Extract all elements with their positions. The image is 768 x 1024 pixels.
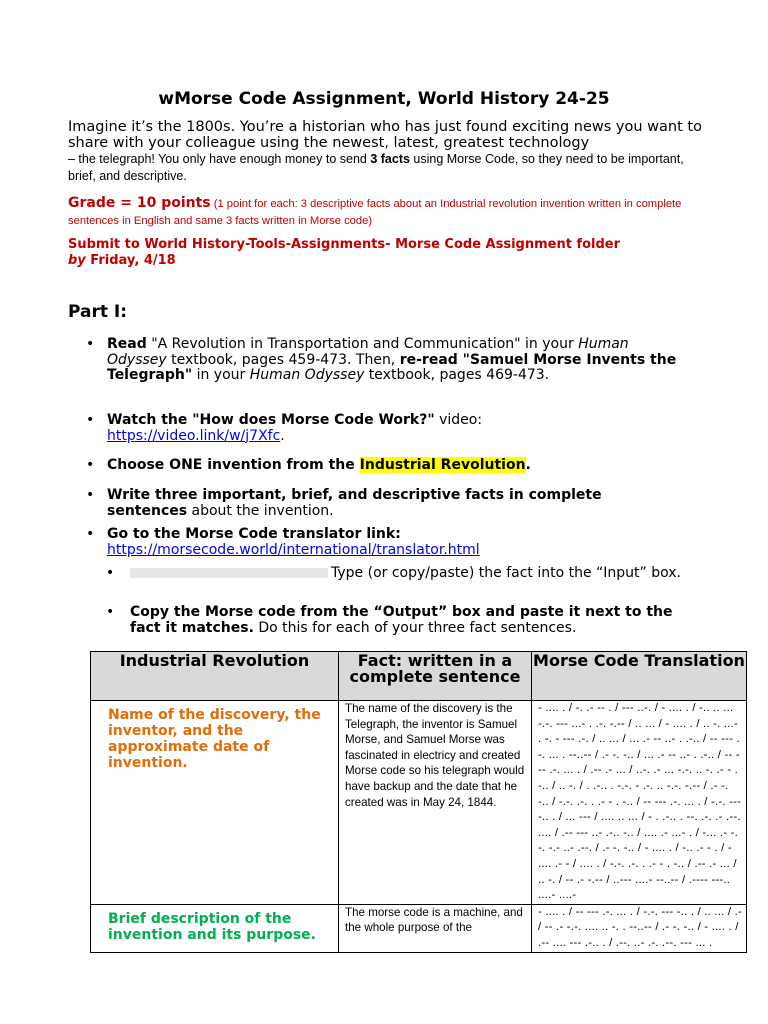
grade-info: [68, 195, 708, 229]
facts-table: [90, 651, 747, 953]
bullet-icon: •: [86, 412, 95, 428]
fact-cell[interactable]: The morse code is a machine, and the whole purpose of the: [339, 904, 532, 952]
bullet-read-book1: Human Odyssey: [107, 336, 629, 368]
industrial-revolution-highlight: Industrial Revolution: [359, 457, 526, 473]
embedded-image-placeholder: [130, 568, 328, 578]
translator-link[interactable]: https://morsecode.world/international/translator.html: [107, 541, 480, 558]
submit-line1: Submit to World History-Tools-Assignments- Morse Code Assignment folder: [68, 237, 621, 252]
intro-line2a: – the telegraph! You only have enough money to send: [68, 152, 371, 166]
bullet-watch-period: .: [280, 427, 285, 444]
bullet-watch-video: video:: [434, 412, 483, 428]
subbullet-copy-tail: Do this for each of your three fact sentences.: [253, 619, 577, 636]
submit-by: by: [68, 253, 86, 268]
header-morse: Morse Code Translation: [532, 652, 747, 701]
submit-instructions: [68, 237, 708, 269]
bullet-write-tail: about the invention.: [187, 502, 334, 519]
morse-cell[interactable]: - .... . / -. .- -- . / --- ..-. / - .... . / -.. .. ... -.-. --- ...- . .-. -.-- / .. ... / - .... . / .. -. ...- . -. - --- .-. / .. ... / ... .- -- ..- . .-.. / -- --- .-. ... . --..-- / .- -. -.. / ... .- -- ..- . .-.. / -- --- .-. ... . / .-- .- ... / ..-. .- ... -.-. .. -. .- - . -.. / .. -. / . .-.. . -.-. - .-. .. -.-. -.-- / .- -. -.. / -.-. .-. . .- - . -.. / -- --- .-. ... . / -.-. --- -.. . / ... --- / .... .. ... / - . .-.. . --. .-. .- .--. .... / .-- --- ..- .-.. -.. / .... .- ...- . / -... .- -.-. -.- ..- .--. / .- -. -.. / - .... . / -.. .- - . / - .... .- - / .... . / -.-. .-. . .- - . -.. / .-- .- ... / .. -. / -- .- -.-- / ..--- ....- --..-- / .---- ---.. ....- ....-: [532, 701, 747, 905]
row-label: Name of the discovery, the inventor, and the approximate date of invention.: [91, 701, 339, 905]
intro-facts-emphasis: 3 facts: [370, 152, 410, 166]
header-industrial-revolution: Industrial Revolution: [91, 652, 339, 701]
bullet-icon: •: [86, 457, 95, 473]
bullet-read-text3: in your: [192, 367, 250, 383]
table-row: [91, 904, 747, 952]
bullet-read-text4: textbook, pages 469-473.: [364, 367, 550, 383]
bullet-read-text1: "A Revolution in Transportation and Communication" in your: [146, 336, 579, 352]
part-heading: Part I:: [68, 302, 128, 322]
intro-line2c: using Morse Code, so they need to be important, brief, and descriptive.: [68, 152, 684, 183]
intro-line1: Imagine it’s the 1800s. You’re a historian who has just found exciting news you want to share with your colleague using the newest, latest, greatest technology: [68, 119, 702, 151]
grade-label: Grade = 10 points: [68, 195, 211, 211]
bullet-icon: •: [86, 487, 95, 503]
bullet-read-verb: Read: [107, 336, 147, 352]
video-link[interactable]: https://video.link/w/j7Xfc: [107, 427, 281, 444]
bullet-write-text: Write three important, brief, and descriptive facts in complete sentences: [107, 487, 602, 519]
bullet-read-reread: re-read "Samuel Morse Invents the Telegraph": [107, 351, 677, 383]
row-label: Brief description of the invention and its purpose.: [91, 904, 339, 952]
bullet-icon: •: [106, 565, 115, 581]
subbullet-copy-text: Copy the Morse code from the “Output” box and paste it next to the fact it matches.: [130, 604, 673, 636]
bullet-choose-period: .: [525, 457, 531, 473]
bullet-icon: •: [86, 526, 95, 542]
intro-paragraph: [68, 119, 708, 185]
document-title: wMorse Code Assignment, World History 24-25: [158, 89, 610, 109]
bullet-translator-text: Go to the Morse Code translator link:: [107, 526, 401, 542]
fact-cell[interactable]: The name of the discovery is the Telegraph, the inventor is Samuel Morse, and Samuel Morse was fascinated in electricy and created Morse code so his telegraph would have backup and the date that he created was in May 24, 1844.: [339, 701, 532, 905]
table-header-row: [91, 652, 747, 701]
bullet-read-text2: textbook, pages 459-473. Then,: [166, 351, 400, 368]
bullet-icon: •: [106, 604, 115, 620]
bullet-choose-text: Choose ONE invention from the: [107, 457, 360, 473]
header-fact: Fact: written in a complete sentence: [339, 652, 532, 701]
submit-date: Friday, 4/18: [85, 253, 176, 268]
table-row: [91, 701, 747, 905]
subbullet-type-text: Type (or copy/paste) the fact into the “Input” box.: [331, 565, 681, 581]
grade-detail: (1 point for each: 3 descriptive facts about an Industrial revolution invention written in complete sentences in English and same 3 facts written in Morse code): [68, 198, 682, 227]
bullet-watch-text: Watch the "How does Morse Code Work?": [107, 412, 435, 428]
bullet-icon: •: [86, 336, 95, 352]
morse-cell[interactable]: - .... . / -- --- .-. ... . / -.-. --- -.. . / .. ... / .- / -- .- -.-. .... .. -. . --..-- / .- -. -.. / - .... . / .-- .... --- .-.. . / .--. ..- .-. .--. --- ... .: [532, 904, 747, 952]
bullet-read-book2: Human Odyssey: [249, 367, 365, 383]
